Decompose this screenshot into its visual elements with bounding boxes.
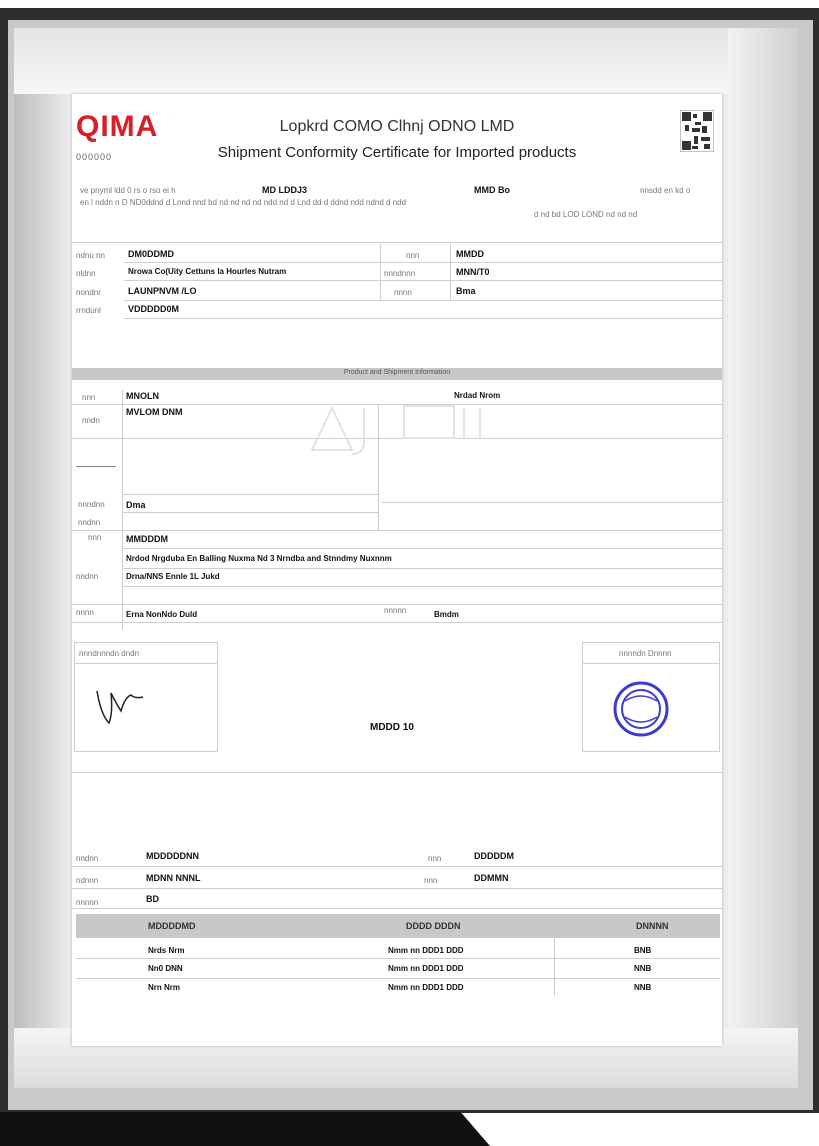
section-right-value-1: Nrdad Nrom — [454, 391, 501, 400]
bottom-label-1: nndnn — [76, 854, 99, 863]
intro-line1-label: ve pnyml ldd 0 rs o rso ei h — [80, 186, 176, 195]
table-header-col2: DDDD DDDN — [406, 921, 461, 931]
official-stamp-icon — [611, 679, 671, 739]
intro-line1-far-right: nnsdd en kd o — [640, 186, 691, 195]
intro-line2: en l nddn n D ND0ddnd d Lnnd nnd bd nd nd nd nd ndd nd d Lnd dd d ddnd ndd ndnd d ndd — [80, 198, 407, 207]
table-cell: Nn0 DNN — [148, 964, 183, 973]
stamp-label: nnnndn Dnnnn — [619, 649, 672, 658]
table-header-col3: DNNNN — [636, 921, 669, 931]
document-title-line2: Shipment Conformity Certificate for Imported products — [217, 144, 577, 161]
field-value-1: DM0DDMD — [128, 249, 174, 259]
bottom-value-1: MDDDDDNN — [146, 851, 199, 861]
section-right-value-8: Bmdm — [434, 610, 459, 619]
section-label-8: nnnn — [76, 608, 94, 617]
section-value-5: MMDDDM — [126, 534, 168, 544]
section-value-1: MNOLN — [126, 391, 159, 401]
bottom-right-label-2: nnn — [424, 876, 438, 885]
qima-logo: QIMA — [76, 110, 159, 143]
watermark-logo — [304, 398, 494, 458]
section-value-8: Erna NonNdo Duld — [126, 610, 198, 619]
section-value-3: Dma — [126, 500, 146, 510]
table-cell: Nrn Nrm — [148, 983, 181, 992]
field-right-label-3: nnnn — [394, 288, 412, 297]
document-title-line1: Lopkrd COMO Clhnj ODNO LMD — [279, 118, 515, 135]
section-label-1: nnn — [82, 393, 96, 402]
table-cell: Nmm nn DDD1 DDD — [388, 983, 464, 992]
table-cell: Nmm nn DDD1 DDD — [388, 946, 464, 955]
table-cell: NNB — [634, 983, 652, 992]
field-label-3: nondnr — [76, 288, 101, 297]
table-cell: BNB — [634, 946, 652, 955]
field-right-value-1: MMDD — [456, 249, 484, 259]
section-value-6: Nrdod Nrgduba En Balling Nuxma Nd 3 Nrndba and Stnndmy Nuxnnm — [126, 554, 392, 563]
field-value-4: VDDDDD0M — [128, 304, 180, 314]
field-label-1: ndnu nn — [76, 251, 105, 260]
qr-code-icon — [680, 110, 714, 152]
mat-top-bevel — [14, 28, 798, 94]
table-header-col1: MDDDDMD — [148, 921, 196, 931]
section-label-3: nnndnn — [78, 500, 105, 509]
intro-line1-value: MD LDDJ3 — [262, 185, 308, 195]
section-value-7: Drna/NNS Ennle 1L Jukd — [126, 572, 220, 581]
field-value-3: LAUNPNVM /LO — [128, 286, 197, 296]
intro-line1-right-value: MMD Bo — [474, 185, 510, 195]
signature-icon — [91, 679, 151, 729]
field-right-label-1: nnn — [406, 251, 420, 260]
certificate-document — [72, 94, 722, 1046]
field-right-label-2: nnndnnn — [384, 269, 416, 278]
field-label-4: rrndunl — [76, 306, 101, 315]
intro-line3: d nd bd LOD LOND nd nd nd — [534, 210, 638, 219]
stamp-box — [582, 642, 720, 752]
section-band-label: Product and Shipment Information — [343, 369, 451, 376]
bottom-label-2: ndnnn — [76, 876, 99, 885]
field-right-value-3: Bma — [456, 286, 476, 296]
section-label-2: nndn — [82, 416, 100, 425]
bottom-value-2: MDNN NNNL — [146, 873, 201, 883]
section-band — [72, 368, 722, 380]
floor-shadow — [0, 1112, 490, 1146]
mat-left-bevel — [14, 28, 74, 1088]
bottom-label-3: nnnnn — [76, 898, 99, 907]
bottom-right-value-1: DDDDDM — [474, 851, 514, 861]
section-value-2: MVLOM DNM — [126, 407, 183, 417]
mat-right-bevel — [728, 28, 798, 1088]
field-right-value-2: MNN/T0 — [456, 267, 490, 277]
table-cell: Nrds Nrm — [148, 946, 185, 955]
table-cell: NNB — [634, 964, 652, 973]
bottom-right-label-1: nnn — [428, 854, 442, 863]
field-label-2: nldnn — [76, 269, 96, 278]
signature-center-text: MDDD 10 — [370, 722, 414, 733]
section-label-5: nnn — [88, 533, 102, 542]
signature-label: nnndnnndn dndn — [79, 649, 140, 658]
logo-subtitle: 000000 — [76, 152, 113, 162]
table-cell: Nmm nn DDD1 DDD — [388, 964, 464, 973]
section-right-label-8: nnnnn — [384, 606, 407, 615]
section-label-4: nndnn — [78, 518, 101, 527]
table-header — [76, 914, 720, 938]
field-value-2: Nrowa Co(Uity Cettuns la Hourles Nutram — [128, 267, 287, 276]
signature-box — [74, 642, 218, 752]
bottom-right-value-2: DDMMN — [474, 873, 509, 883]
section-label-7: nndnn — [76, 572, 99, 581]
bottom-value-3: BD — [146, 894, 159, 904]
